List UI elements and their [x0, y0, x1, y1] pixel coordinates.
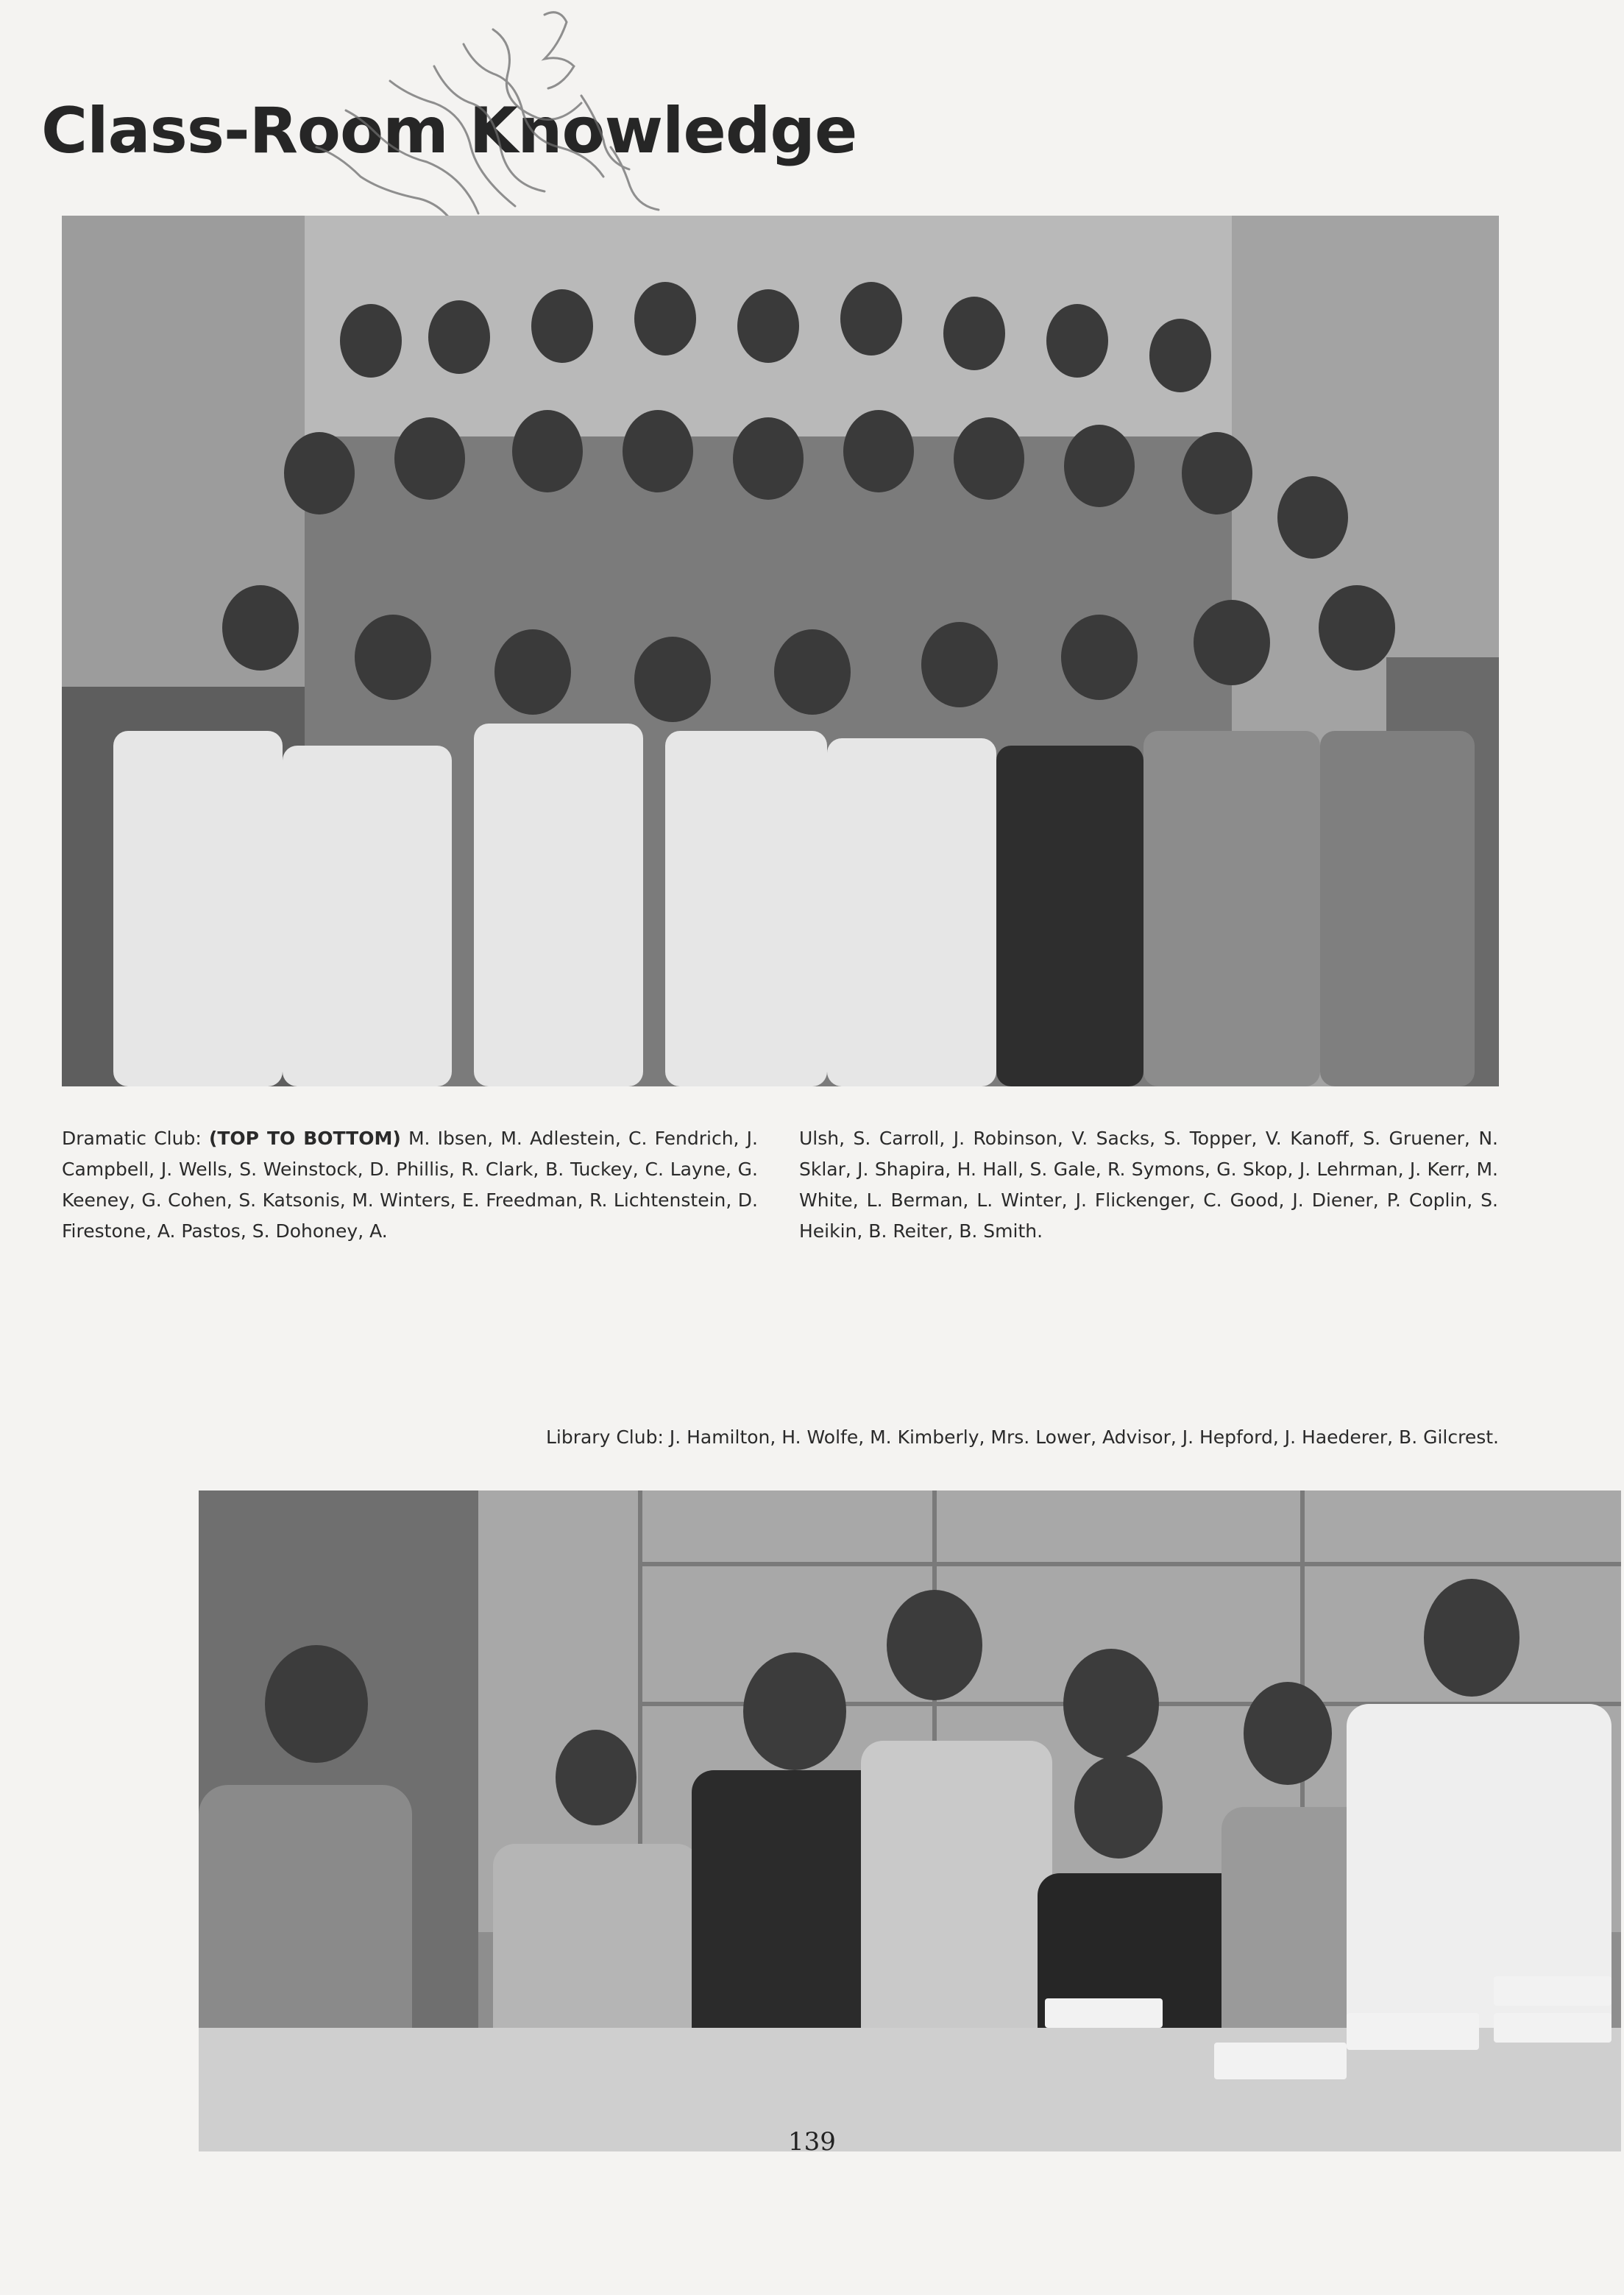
- dramatic-club-names-left: M. Ibsen, M. Adlestein, C. Fendrich, J. Campbell, J. Wells, S. Weinstock, D. Phillis, R. Clark, B. Tuckey, C. Layne, G. Keeney, G. Cohen, S. Katsonis, M. Winters, E. Freedman, R. Lichtenstein, D. Firestone, A. Pastos, S. Dohoney, A.: [62, 1128, 758, 1242]
- page-title: Class-Room Knowledge: [41, 94, 857, 168]
- dramatic-club-caption-part-2: [799, 1123, 1498, 1247]
- library-club-caption: Library Club: J. Hamilton, H. Wolfe, M. Kimberly, Mrs. Lower, Advisor, J. Hepford, J. Haederer, B. Gilcrest.: [545, 1426, 1499, 1448]
- dramatic-club-caption-part-1: [62, 1123, 758, 1247]
- dramatic-club-photo: [62, 216, 1499, 1086]
- library-club-photo: [199, 1490, 1621, 2151]
- page-number: 139: [788, 2127, 836, 2157]
- dramatic-club-label: Dramatic Club:: [62, 1128, 202, 1149]
- dramatic-club-names-right: Ulsh, S. Carroll, J. Robinson, V. Sacks, S. Topper, V. Kanoff, S. Gruener, N. Sklar, J. Shapira, H. Hall, S. Gale, R. Symons, G. Skop, J. Lehrman, J. Kerr, M. White, L. Berman, L. Winter, J. Flickenger, C. Good, J. Diener, P. Coplin, S. Heikin, B. Reiter, B. Smith.: [799, 1128, 1498, 1242]
- dramatic-club-order: (TOP TO BOTTOM): [208, 1128, 401, 1149]
